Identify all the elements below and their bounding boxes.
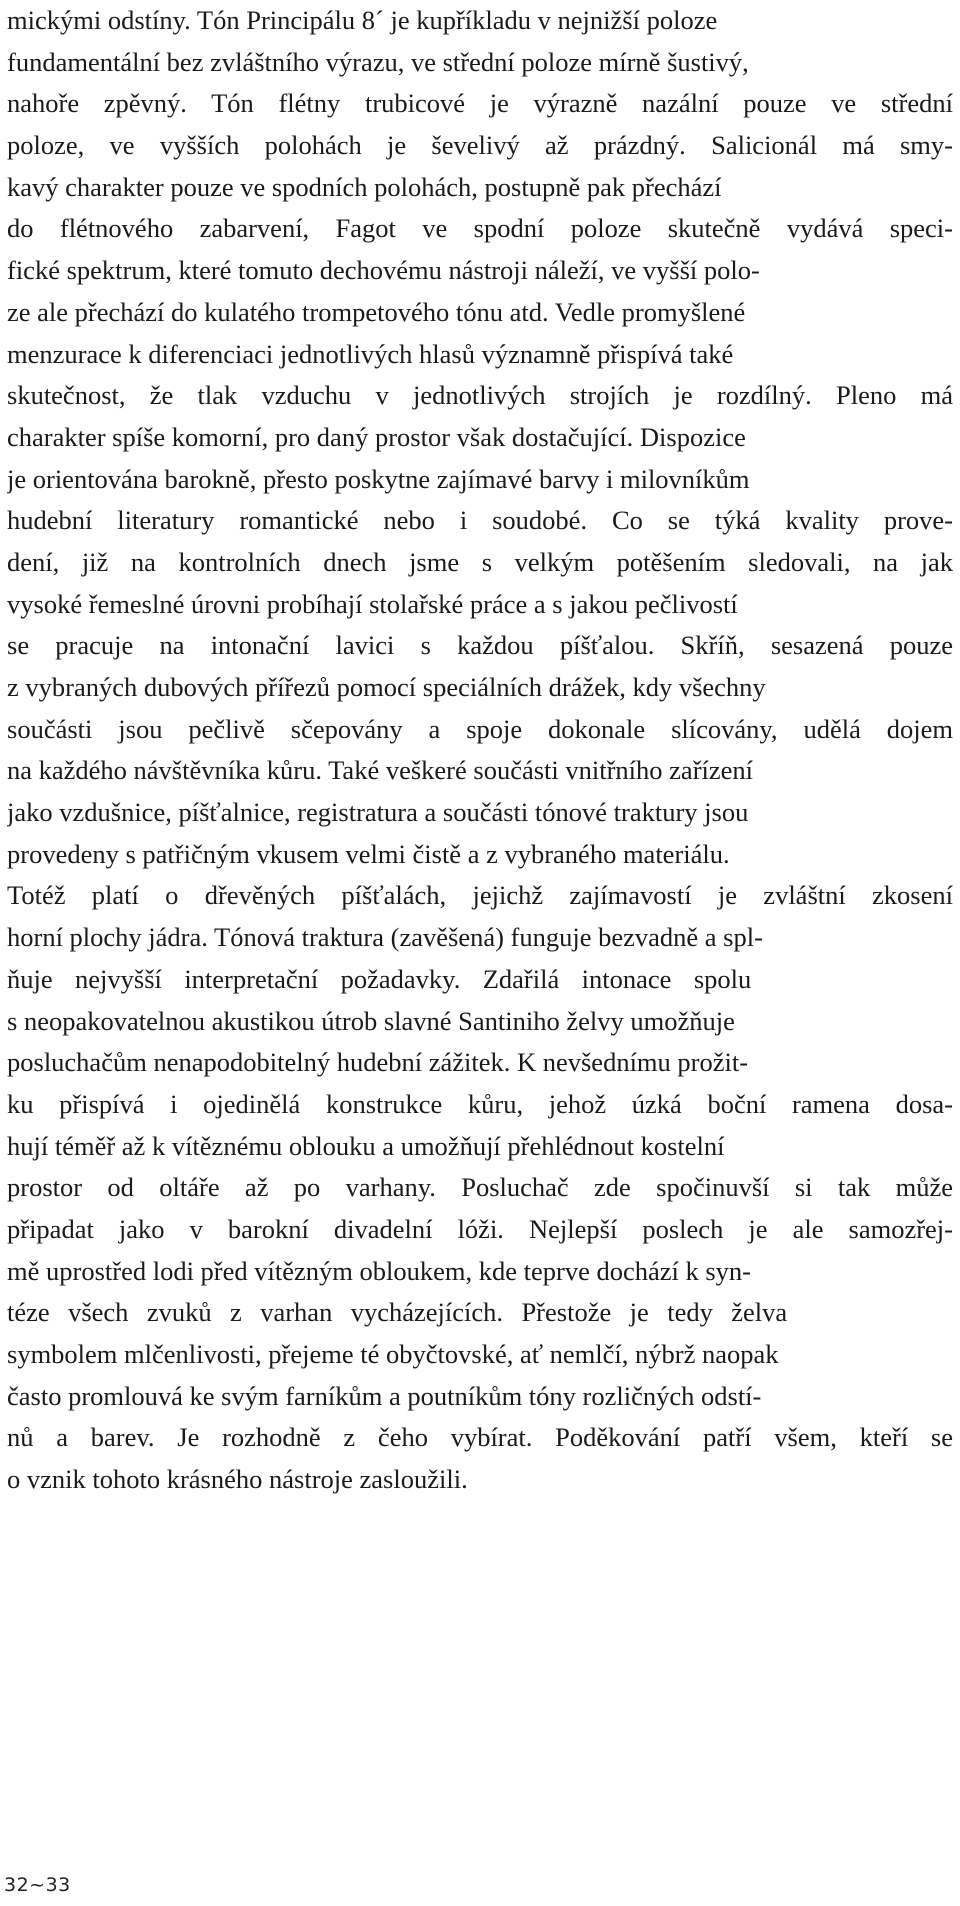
text-line: do flétnového zabarvení, Fagot ve spodní poloze skutečně vydává speci-: [7, 213, 953, 244]
text-line: poloze, ve vyšších polohách je ševelivý až prázdný. Salicionál má smy-: [7, 130, 953, 161]
body-text: [7, 0, 953, 1501]
text-line: s neopakovatelnou akustikou útrob slavné Santiniho želvy umožňuje: [7, 1005, 735, 1036]
text-line: hují téměř až k vítěznému oblouku a umožňují přehlédnout kostelní: [7, 1130, 725, 1161]
text-line: součásti jsou pečlivě sčepovány a spoje dokonale slícovány, udělá dojem: [7, 713, 953, 744]
text-line: téze všech zvuků z varhan vycházejících. Přestože je tedy želva: [7, 1297, 788, 1328]
page-number: 32~33: [4, 1874, 71, 1896]
text-line: jako vzdušnice, píšťalnice, registratura a součásti tónové traktury jsou: [7, 797, 749, 828]
text-line: prostor od oltáře až po varhany. Posluchač zde spočinuvší si tak může: [7, 1172, 953, 1203]
text-line: je orientována barokně, přesto poskytne zajímavé barvy i milovníkům: [7, 463, 750, 494]
text-line: ze ale přechází do kulatého trompetového tónu atd. Vedle promyšlené: [7, 296, 746, 327]
text-line: ňuje nejvyšší interpretační požadavky. Zdařilá intonace spolu: [7, 963, 752, 994]
text-line: mickými odstíny. Tón Principálu 8´ je kupříkladu v nejnižší poloze: [7, 5, 718, 35]
text-line: menzurace k diferenciaci jednotlivých hlasů významně přispívá také: [7, 338, 734, 369]
text-line: horní plochy jádra. Tónová traktura (zavěšená) funguje bezvadně a spl-: [7, 922, 763, 953]
text-line: symbolem mlčenlivosti, přejeme té obyčtovské, ať nemlčí, nýbrž naopak: [7, 1339, 779, 1369]
text-line: fundamentální bez zvláštního výrazu, ve střední poloze mírně šustivý,: [7, 46, 749, 77]
text-line: Totéž platí o dřevěných píšťalách, jejichž zajímavostí je zvláštní zkosení: [7, 880, 953, 911]
text-line: charakter spíše komorní, pro daný prostor však dostačující. Dispozice: [7, 421, 746, 452]
text-line: provedeny s patřičným vkusem velmi čistě a z vybraného materiálu.: [7, 838, 730, 869]
text-line: nů a barev. Je rozhodně z čeho vybírat. Poděkování patří všem, kteří se: [7, 1422, 953, 1453]
text-line: na každého návštěvníka kůru. Také veškeré součásti vnitřního zařízení: [7, 755, 754, 786]
text-line: o vznik tohoto krásného nástroje zasloužili.: [7, 1464, 468, 1495]
text-line: nahoře zpěvný. Tón flétny trubicové je výrazně nazální pouze ve střední: [7, 88, 953, 119]
text-line: připadat jako v barokní divadelní lóži. Nejlepší poslech je ale samozřej-: [7, 1213, 953, 1244]
text-line: skutečnost, že tlak vzduchu v jednotlivých strojích je rozdílný. Pleno má: [7, 380, 953, 411]
text-line: často promlouvá ke svým farníkům a poutníkům tóny rozličných odstí-: [7, 1380, 762, 1411]
text-line: fické spektrum, které tomuto dechovému nástroji náleží, ve vyšší polo-: [7, 255, 760, 286]
text-line: hudební literatury romantické nebo i soudobé. Co se týká kvality prove-: [7, 505, 953, 536]
text-line: mě uprostřed lodi před vítězným obloukem, kde teprve dochází k syn-: [7, 1255, 752, 1286]
text-line: se pracuje na intonační lavici s každou píšťalou. Skříň, sesazená pouze: [7, 630, 953, 661]
text-line: kavý charakter pouze ve spodních polohách, postupně pak přechází: [7, 171, 722, 202]
text-line: ku přispívá i ojedinělá konstrukce kůru, jehož úzká boční ramena dosa-: [7, 1088, 953, 1119]
text-line: vysoké řemeslné úrovni probíhají stolařské práce a s jakou pečlivostí: [7, 588, 738, 619]
text-line: posluchačům nenapodobitelný hudební zážitek. K nevšednímu prožit-: [7, 1047, 749, 1078]
text-line: dení, již na kontrolních dnech jsme s velkým potěšením sledovali, na jak: [7, 546, 953, 577]
text-line: z vybraných dubových přířezů pomocí speciálních drážek, kdy všechny: [7, 672, 766, 702]
